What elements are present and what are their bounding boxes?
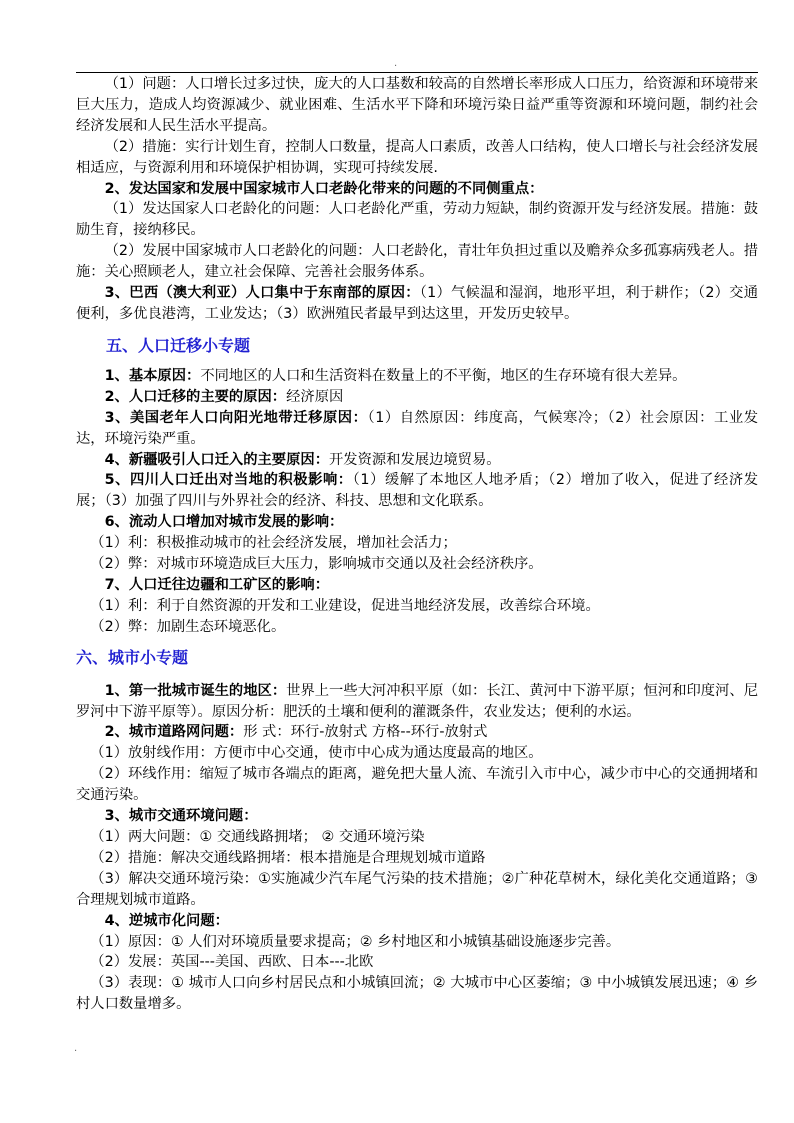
paragraph: 6、流动人口增加对城市发展的影响：	[104, 514, 344, 531]
paragraph: （1）问题：人口增长过多过快，庞大的人口基数和较高的自然增长率形成人口压力，给资源和环境带来巨大压力，造成人均资源减少、就业困难、生活水平下降和环境污染日益严重等资源和环境问题，制约社会经济发展和人民生活水平提高。	[76, 76, 758, 134]
paragraph: （2）措施：实行计划生育，控制人口数量，提高人口素质，改善人口结构，使人口增长与社会经济发展相适应，与资源利用和环境保护相协调，实现可持续发展.	[76, 138, 758, 176]
paragraph: （1）放射线作用：方便市中心交通，使市中心成为通达度最高的地区。	[90, 745, 543, 762]
paragraph: （1）利：积极推动城市的社会经济发展，增加社会活力；	[90, 535, 457, 552]
paragraph: （2）弊：加剧生态环境恶化。	[90, 618, 286, 635]
document-body	[76, 74, 758, 1015]
section-heading: 五、人口迁移小专题	[106, 335, 251, 355]
header-dot: .	[394, 58, 398, 69]
paragraph: 3、城市交通环境问题：	[104, 808, 258, 825]
paragraph: （3）解决交通环境污染：①实施减少汽车尾气污染的技术措施；②广种花草树木，绿化美化交通道路；③ 合理规划城市道路。	[76, 870, 758, 908]
header-rule	[76, 72, 758, 73]
paragraph: 2、发达国家和发展中国家城市人口老龄化带来的问题的不同侧重点：	[104, 180, 544, 197]
paragraph: 5、四川人口迁出对当地的积极影响：（1）缓解了本地区人地矛盾；（2）增加了收入，促进了经济发展；（3）加强了四川与外界社会的经济、科技、思想和文化联系。	[76, 472, 759, 510]
paragraph: （1）原因：① 人们对环境质量要求提高；② 乡村地区和小城镇基础设施逐步完善。	[90, 933, 621, 950]
paragraph: （2）发展：英国---美国、西欧、日本---北欧	[90, 954, 374, 971]
paragraph: 2、城市道路网问题：形 式：环行-放射式 方格--环行-放射式	[104, 724, 488, 741]
paragraph: 4、新疆吸引人口迁入的主要原因：开发资源和发展边境贸易。	[104, 451, 501, 468]
paragraph: （1）发达国家人口老龄化的问题：人口老龄化严重，劳动力短缺，制约资源开发与经济发展。措施：鼓励生育，接纳移民。	[76, 201, 758, 239]
paragraph: （2）弊：对城市环境造成巨大压力，影响城市交通以及社会经济秩序。	[90, 556, 543, 573]
paragraph: 7、人口迁往边疆和工矿区的影响：	[104, 576, 329, 593]
paragraph: 4、逆城市化问题：	[104, 912, 229, 929]
paragraph: 3、美国老年人口向阳光地带迁移原因：（1）自然原因：纬度高，气候寒冷；（2）社会原因：工业发达，环境污染严重。	[76, 409, 759, 447]
paragraph: （2）发展中国家城市人口老龄化的问题：人口老龄化，青壮年负担过重以及赡养众多孤寡病残老人。措施：关心照顾老人，建立社会保障、完善社会服务体系。	[76, 243, 758, 281]
section-heading: 六、城市小专题	[76, 647, 189, 667]
paragraph: 2、人口迁移的主要的原因：经济原因	[104, 388, 344, 405]
paragraph: （1）利：利于自然资源的开发和工业建设，促进当地经济发展，改善综合环境。	[90, 597, 600, 614]
paragraph: （2）措施：解决交通线路拥堵：根本措施是合理规划城市道路	[90, 849, 486, 866]
paragraph: 1、基本原因：不同地区的人口和生活资料在数量上的不平衡，地区的生存环境有很大差异。	[104, 367, 687, 384]
footer-dot: .	[74, 1043, 78, 1054]
paragraph: （2）环线作用：缩短了城市各端点的距离，避免把大量人流、车流引入市中心，减少市中心的交通拥堵和交通污染。	[76, 766, 758, 804]
paragraph: （1）两大问题：① 交通线路拥堵； ② 交通环境污染	[90, 829, 425, 845]
paragraph: 1、第一批城市诞生的地区：世界上一些大河冲积平原（如：长江、黄河中下游平原；恒河和印度河、尼罗河中下游平原等）。原因分析：肥沃的土壤和便利的灌溉条件，农业发达；便利的水运。	[76, 682, 759, 720]
paragraph: （3）表现：① 城市人口向乡村居民点和小城镇回流；② 大城市中心区萎缩；③ 中小城镇发展迅速；④ 乡村人口数量增多。	[76, 975, 758, 1013]
paragraph: 3、巴西（澳大利亚）人口集中于东南部的原因：（1）气候温和湿润，地形平坦，利于耕作；（2）交通便利，多优良港湾，工业发达；（3）欧洲殖民者最早到达这里，开发历史较早。	[76, 285, 758, 322]
